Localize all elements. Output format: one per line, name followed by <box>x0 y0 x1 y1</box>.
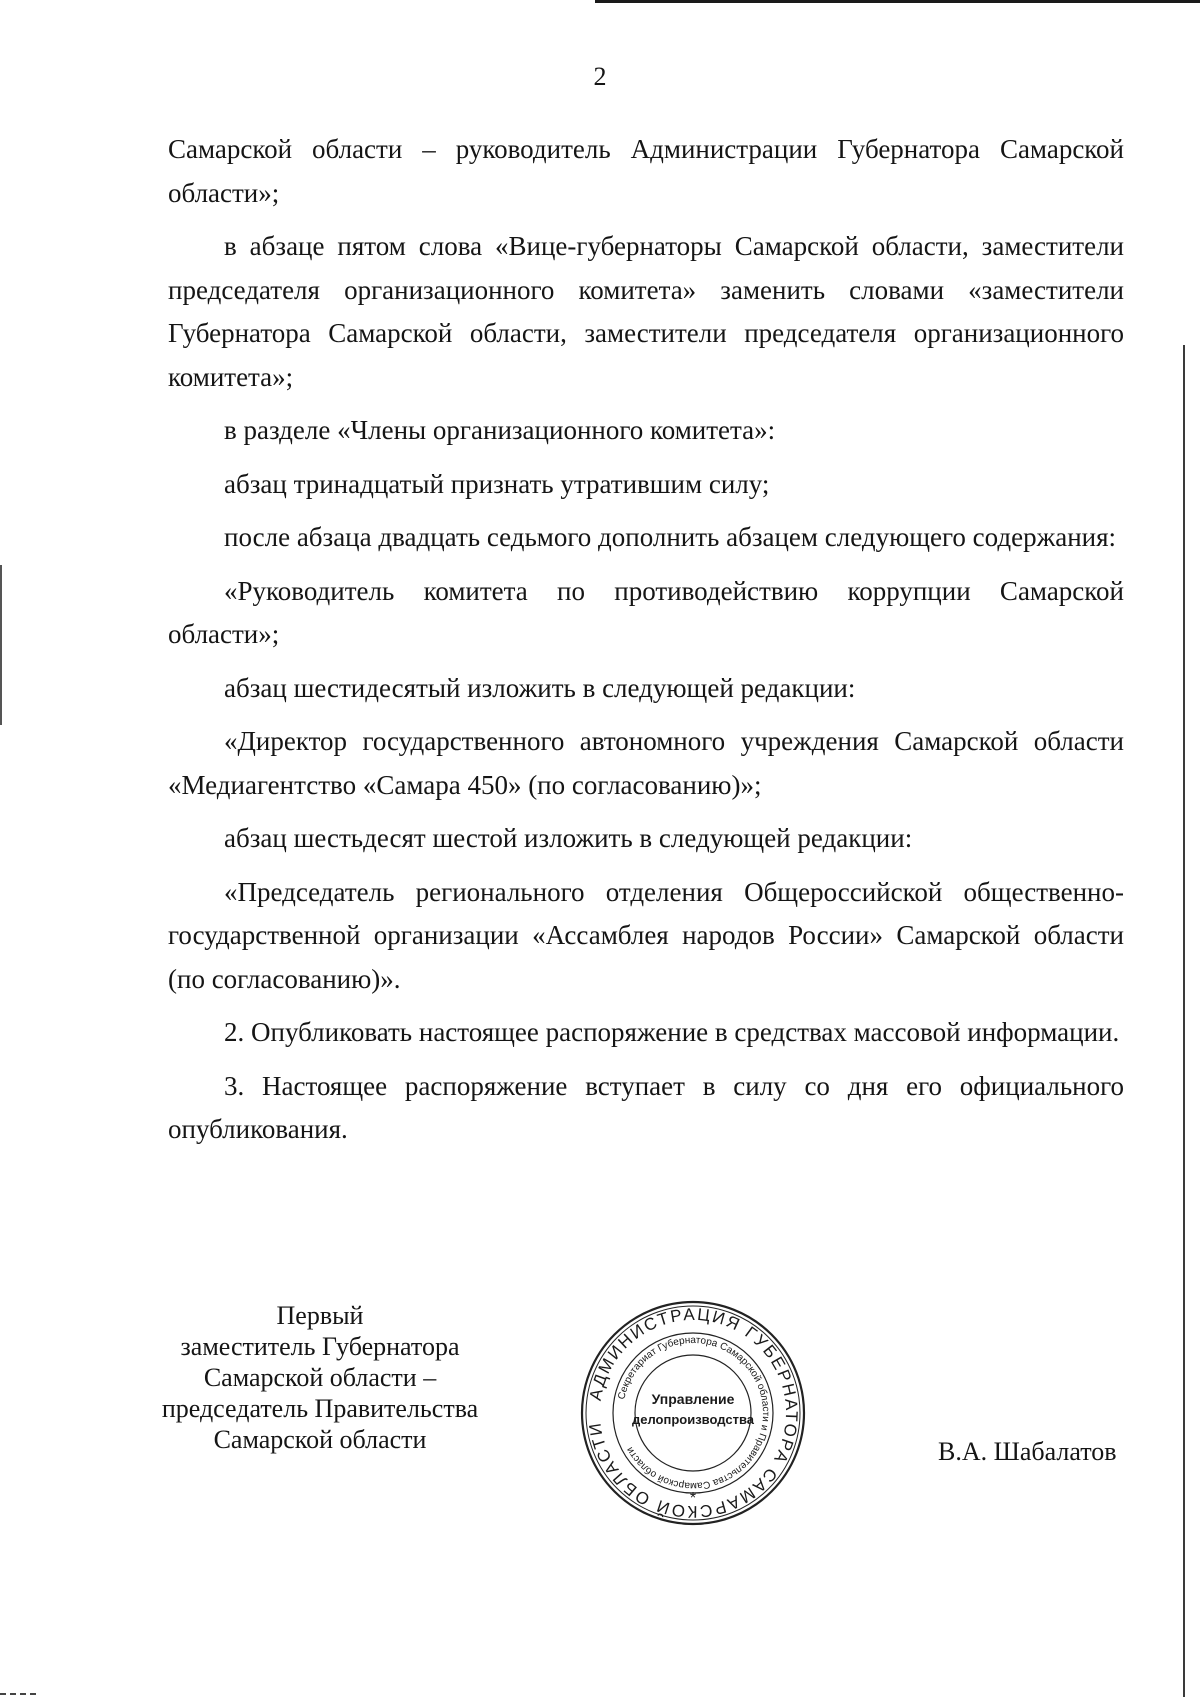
scan-edge-top <box>595 0 1200 3</box>
seal-inner-text: Секретариат Губернатора Самарской области и Правительства Самарской области <box>616 1334 772 1492</box>
signatory-position-line: председатель Правительства <box>161 1394 479 1423</box>
page-number: 2 <box>593 62 607 91</box>
paragraph: абзац тринадцатый признать утратившим силу; <box>224 468 770 499</box>
scan-edge-left <box>0 565 2 725</box>
paragraph: в абзаце пятом слова «Вице-губернаторы Самарской области, заместители председателя организационного комитета» заменить словами «заместители Губернатора Самарской области, заместители председателя организационного комитета»; <box>168 231 1124 392</box>
signatory-position-line: Самарской области <box>213 1425 427 1454</box>
signatory-position-line: Первый <box>276 1301 364 1330</box>
signatory-name: В.А. Шабалатов <box>938 1437 1117 1466</box>
paragraph: 3. Настоящее распоряжение вступает в силу со дня его официального опубликования. <box>168 1070 1124 1144</box>
paragraph: абзац шестидесятый изложить в следующей редакции: <box>224 672 856 703</box>
document-body <box>168 128 1124 1162</box>
seal-star: * <box>689 1490 697 1507</box>
scan-edge-bottom <box>0 1693 36 1695</box>
seal-outer-text: АДМИНИСТРАЦИЯ ГУБЕРНАТОРА САМАРСКОЙ ОБЛАСТИ <box>585 1304 802 1522</box>
scan-edge-right <box>1183 345 1185 1697</box>
paragraph: «Председатель регионального отделения Общероссийской общественно-государственной организации «Ассамблея народов России» Самарской области (по согласованию)». <box>168 876 1124 994</box>
signatory-position <box>130 1300 510 1455</box>
paragraph: абзац шестьдесят шестой изложить в следующей редакции: <box>224 823 913 853</box>
paragraph: в разделе «Члены организационного комитета»: <box>224 415 776 445</box>
seal-center-line: Управление <box>651 1391 735 1407</box>
paragraph: «Директор государственного автономного учреждения Самарской области «Медиагентство «Самара 450» (по согласованию)»; <box>168 726 1124 800</box>
signatory-position-line: Самарской области – <box>203 1363 437 1392</box>
paragraph: «Руководитель комитета по противодействию коррупции Самарской области»; <box>168 575 1124 649</box>
signatory-position-line: заместитель Губернатора <box>180 1332 460 1361</box>
paragraph: после абзаца двадцать седьмого дополнить абзацем следующего содержания: <box>224 522 1117 552</box>
seal-center-line: делопроизводства <box>631 1412 755 1427</box>
paragraph: 2. Опубликовать настоящее распоряжение в средствах массовой информации. <box>224 1017 1120 1047</box>
official-seal <box>578 1298 808 1528</box>
paragraph: Самарской области – руководитель Администрации Губернатора Самарской области»; <box>168 134 1124 208</box>
